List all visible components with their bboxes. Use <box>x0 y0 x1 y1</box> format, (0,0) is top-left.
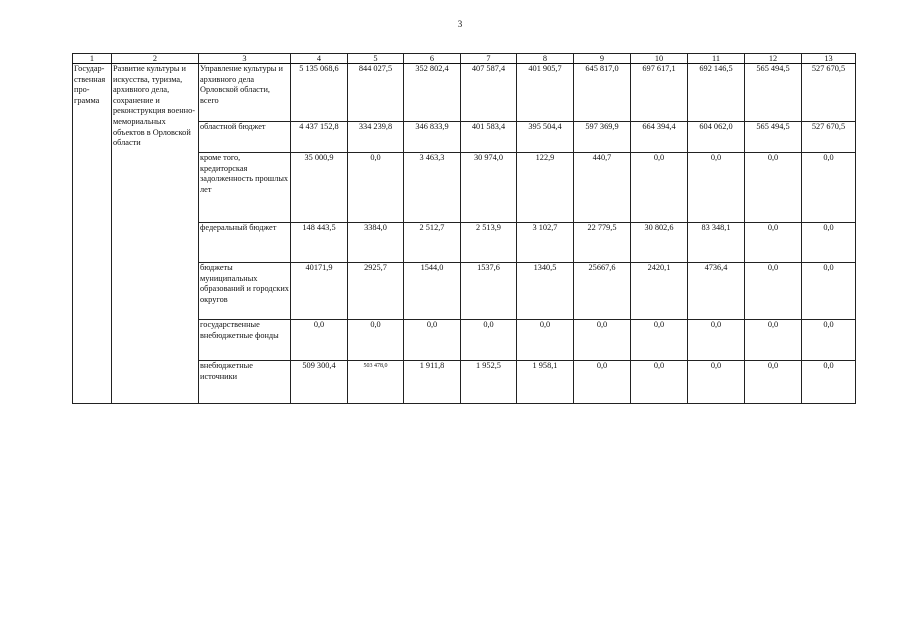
value-cell: 0,0 <box>404 320 461 361</box>
column-header-8: 8 <box>517 54 574 64</box>
column-header-12: 12 <box>745 54 802 64</box>
value-cell: 565 494,5 <box>745 64 802 122</box>
value-cell: 0,0 <box>631 153 688 223</box>
value-cell: 30 974,0 <box>461 153 517 223</box>
value-cell: 597 369,9 <box>574 122 631 153</box>
value-cell: 692 146,5 <box>688 64 745 122</box>
funding-source-label: государственные внебюджетные фонды <box>199 320 291 361</box>
value-cell: 0,0 <box>745 320 802 361</box>
value-cell: 25667,6 <box>574 263 631 320</box>
value-cell: 0,0 <box>745 153 802 223</box>
value-cell: 2925,7 <box>348 263 404 320</box>
column-header-6: 6 <box>404 54 461 64</box>
column-header-9: 9 <box>574 54 631 64</box>
column-header-4: 4 <box>291 54 348 64</box>
value-cell: 0,0 <box>461 320 517 361</box>
value-cell: 0,0 <box>517 320 574 361</box>
value-cell: 1340,5 <box>517 263 574 320</box>
value-cell: 440,7 <box>574 153 631 223</box>
value-cell: 0,0 <box>574 361 631 404</box>
column-header-7: 7 <box>461 54 517 64</box>
value-cell: 664 394,4 <box>631 122 688 153</box>
value-cell: 334 239,8 <box>348 122 404 153</box>
value-cell: 3384,0 <box>348 223 404 263</box>
value-cell: 0,0 <box>348 153 404 223</box>
table-row <box>73 64 856 122</box>
value-cell: 1 911,8 <box>404 361 461 404</box>
value-cell: 0,0 <box>745 361 802 404</box>
value-cell: 1 952,5 <box>461 361 517 404</box>
value-cell: 697 617,1 <box>631 64 688 122</box>
budget-table <box>72 53 856 404</box>
value-cell: 352 802,4 <box>404 64 461 122</box>
column-header-10: 10 <box>631 54 688 64</box>
column-header-11: 11 <box>688 54 745 64</box>
value-cell: 22 779,5 <box>574 223 631 263</box>
value-cell: 527 670,5 <box>802 122 856 153</box>
value-cell: 565 494,5 <box>745 122 802 153</box>
column-header-3: 3 <box>199 54 291 64</box>
value-cell: 5 135 068,6 <box>291 64 348 122</box>
value-cell: 148 443,5 <box>291 223 348 263</box>
value-cell: 1 958,1 <box>517 361 574 404</box>
value-cell: 0,0 <box>688 320 745 361</box>
value-cell: 0,0 <box>688 361 745 404</box>
value-cell: 40171,9 <box>291 263 348 320</box>
value-cell: 0,0 <box>291 320 348 361</box>
value-cell: 0,0 <box>631 320 688 361</box>
value-cell: 0,0 <box>688 153 745 223</box>
value-cell: 2 513,9 <box>461 223 517 263</box>
program-name-cell: Развитие культуры и искусства, туризма, архивного дела, сохранение и реконструкция военно-мемориальных объектов в Орловской области <box>112 64 199 404</box>
value-cell: 1537,6 <box>461 263 517 320</box>
value-cell: 0,0 <box>802 223 856 263</box>
value-cell: 0,0 <box>802 263 856 320</box>
funding-source-label: федеральный бюджет <box>199 223 291 263</box>
value-cell: 346 833,9 <box>404 122 461 153</box>
value-cell: 0,0 <box>802 361 856 404</box>
value-cell: 395 504,4 <box>517 122 574 153</box>
column-header-1: 1 <box>73 54 112 64</box>
value-cell: 604 062,0 <box>688 122 745 153</box>
value-cell: 407 587,4 <box>461 64 517 122</box>
funding-source-label: областной бюджет <box>199 122 291 153</box>
value-cell: 0,0 <box>574 320 631 361</box>
value-cell: 83 348,1 <box>688 223 745 263</box>
value-cell: 401 905,7 <box>517 64 574 122</box>
value-cell: 122,9 <box>517 153 574 223</box>
value-cell: 1544,0 <box>404 263 461 320</box>
value-cell: 2420,1 <box>631 263 688 320</box>
value-cell: 527 670,5 <box>802 64 856 122</box>
value-cell: 3 102,7 <box>517 223 574 263</box>
value-cell: 0,0 <box>745 223 802 263</box>
value-cell: 35 000,9 <box>291 153 348 223</box>
value-cell: 509 300,4 <box>291 361 348 404</box>
funding-source-label: внебюджетные источники <box>199 361 291 404</box>
funding-source-label: бюджеты муниципальных образований и городских округов <box>199 263 291 320</box>
column-header-13: 13 <box>802 54 856 64</box>
value-cell: 0,0 <box>348 320 404 361</box>
value-cell: 4736,4 <box>688 263 745 320</box>
value-cell: 0,0 <box>745 263 802 320</box>
value-cell: 844 027,5 <box>348 64 404 122</box>
column-header-5: 5 <box>348 54 404 64</box>
value-cell: 401 583,4 <box>461 122 517 153</box>
value-cell: 0,0 <box>802 153 856 223</box>
value-cell: 645 817,0 <box>574 64 631 122</box>
value-cell: 0,0 <box>802 320 856 361</box>
page-number: 3 <box>457 19 463 29</box>
funding-source-label: кроме того, кредиторская задолженность прошлых лет <box>199 153 291 223</box>
value-cell: 30 802,6 <box>631 223 688 263</box>
program-type-cell: Государ-ственная про-грамма <box>73 64 112 404</box>
value-cell: 4 437 152,8 <box>291 122 348 153</box>
value-cell: 0,0 <box>631 361 688 404</box>
value-cell: 2 512,7 <box>404 223 461 263</box>
column-header-2: 2 <box>112 54 199 64</box>
header-row <box>73 54 856 64</box>
value-cell: 3 463,3 <box>404 153 461 223</box>
funding-source-label: Управление культуры и архивного дела Орловской области, всего <box>199 64 291 122</box>
value-cell: 503 478,0 <box>348 361 404 404</box>
